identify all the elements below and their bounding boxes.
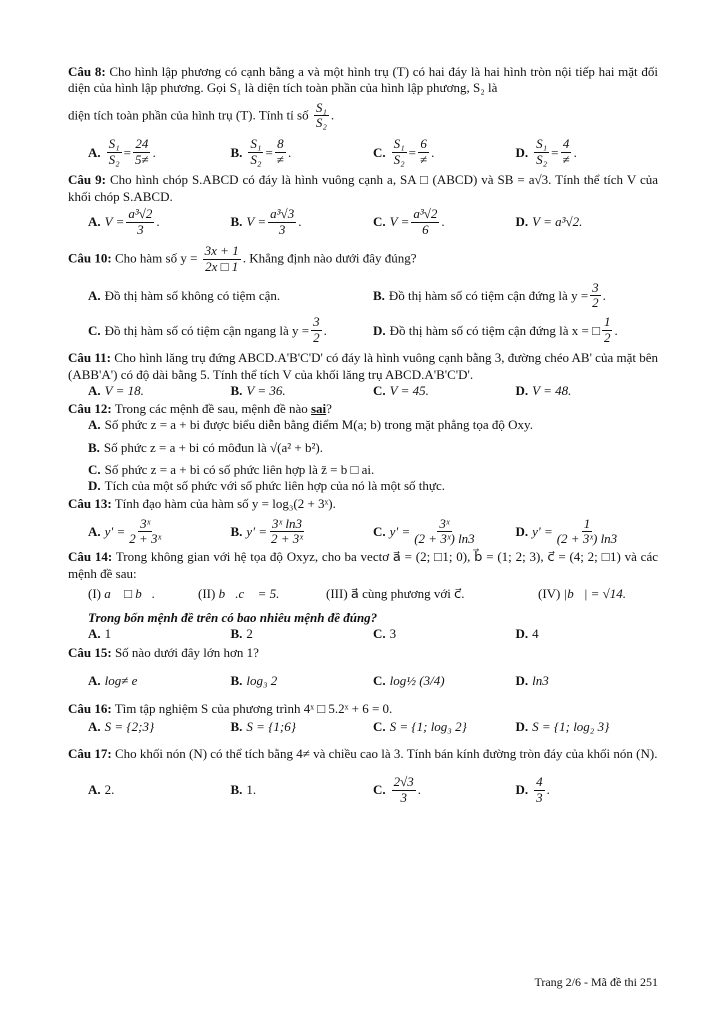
stem-fraction: $\frac{\text{S₁}}{\text{S₂}}$ <box>315 99 327 131</box>
options-row <box>68 281 658 312</box>
option-d[interactable]: D. S = {1; log₂ 3} <box>515 719 610 735</box>
options-row <box>68 137 658 168</box>
question-stem-line-2: diện tích toàn phần của hình trụ (T). Tính tỉ số $\frac{\text{S₁}}{\text{S₂}}$ . <box>68 99 335 131</box>
options-row <box>68 207 658 238</box>
question-stem <box>68 172 658 205</box>
question-11 <box>68 350 658 399</box>
option-c[interactable]: C. V = 45. <box>373 382 429 398</box>
option-d[interactable]: D. V = 48. <box>515 382 572 398</box>
option-c[interactable]: C. log½ (3/4) <box>373 672 445 688</box>
option-c[interactable]: C. Số phức z = a + bi có số phức liên hợp là z̄ = b □ ai. <box>88 461 375 477</box>
option-d[interactable]: D. V = a³√2. <box>515 214 583 230</box>
option-b[interactable]: B. V = $\frac{\text{a³√3}}{3}$ . <box>230 205 302 237</box>
statement-iv: (IV) |b⃗| = √14. <box>538 585 627 601</box>
stem-text: Cho khối nón (N) có thể tích bằng 4≠ và chiều cao là 3. Tính bán kính đường tròn đáy của khối nón (N). <box>114 745 658 761</box>
stem-text: Tìm tập nghiệm S của phương trình 4ˣ □ 5.2ˣ + 6 = 0. <box>114 701 393 717</box>
question-number: Câu 14: <box>68 549 113 565</box>
option-b[interactable]: B. $\frac{\text{S₁}}{\text{S₂}}$ = $\frac{8}{\ne}$ . <box>230 136 292 168</box>
page-footer: Trang 2/6 - Mã đề thi 251 <box>534 975 658 989</box>
stem-text: Tính đạo hàm của hàm số y = log₃(2 + 3ˣ). <box>114 496 336 512</box>
option-a[interactable]: A. Số phức z = a + bi được biểu diễn bằng điểm M(a; b) trong mặt phẳng tọa độ Oxy. <box>88 417 533 433</box>
statement-i: (I) a⃗ □ b⃗. <box>88 585 156 601</box>
option-d[interactable]: D. ln3 <box>515 672 549 688</box>
option-b[interactable]: B. V = 36. <box>230 382 286 398</box>
question-13 <box>68 496 658 547</box>
stem-text: Trong các mệnh đề sau, mệnh đề nào <box>114 401 308 416</box>
option-a[interactable]: A. Đồ thị hàm số không có tiệm cận. <box>88 287 281 303</box>
question-stem <box>68 496 658 512</box>
options-row <box>68 719 658 735</box>
option-a[interactable]: A. y' = $\frac{\text{3ˣ}}{\text{2 + 3ˣ}}$ <box>88 515 162 547</box>
stem-emphasis: sai <box>311 401 327 416</box>
stem-fraction: $\frac{3x + 1}{2x □ 1}$ <box>204 242 239 274</box>
option-d[interactable]: D. $\frac{\text{S₁}}{\text{S₂}}$ = $\frac{4}{\ne}$ . <box>515 136 577 168</box>
option-a[interactable]: A. $\frac{\text{S₁}}{\text{S₂}}$ = $\frac{24}{5\ne}$ . <box>88 136 156 168</box>
options-row <box>68 315 658 346</box>
question-stem <box>68 244 658 275</box>
options-row <box>68 673 658 689</box>
statement-iii: (III) a⃗ cùng phương với c⃗. <box>326 585 465 601</box>
question-8 <box>68 64 658 168</box>
question-12 <box>68 401 658 494</box>
option-a[interactable]: A. S = {2;3} <box>88 719 155 735</box>
sub-question: Trong bốn mệnh đề trên có bao nhiêu mệnh đề đúng? <box>88 610 378 626</box>
stem-text: Cho hình lập phương có cạnh bằng a và một hình trụ (T) có hai đáy là hai hình tròn nội tiếp hai mặt đối diện của hình lập phương. Gọi S₁ là diện tích toàn phần của hình lập phương, S₂ là <box>68 64 658 96</box>
option-c[interactable]: C. V = $\frac{\text{a³√2}}{6}$ . <box>373 205 445 237</box>
question-stem <box>68 549 658 582</box>
question-17 <box>68 742 658 806</box>
stem-text: Cho hình chóp S.ABCD có đáy là hình vuông cạnh a, SA □ (ABCD) và SB = a√3. Tính thể tích V của khối chóp S.ABCD. <box>68 172 658 204</box>
question-16 <box>68 701 658 736</box>
option-a[interactable]: A. V = 18. <box>88 382 144 398</box>
option-c[interactable]: C. Đồ thị hàm số có tiệm cận ngang là y = $\frac{3}{2}$ . <box>88 314 327 346</box>
question-number: Câu 10: <box>68 250 112 266</box>
question-number: Câu 12: <box>68 401 112 416</box>
stem-text: Cho hàm số y = <box>114 250 198 266</box>
statements-row <box>68 586 658 602</box>
options-row <box>68 517 658 548</box>
option-d[interactable]: D. y' = $\frac{1}{\text{(2 + 3ˣ) ln3}}$ <box>515 515 618 547</box>
question-stem <box>68 742 658 765</box>
option-b[interactable]: B. 1. <box>230 782 257 798</box>
question-stem <box>68 64 658 97</box>
question-stem <box>68 645 658 661</box>
option-d[interactable]: D. $\frac{4}{3}$ . <box>515 774 550 805</box>
option-b[interactable]: B. Số phức z = a + bi có môđun là √(a² + b²). <box>88 439 323 455</box>
question-14 <box>68 549 658 642</box>
stem-text: Trong không gian với hệ tọa độ Oxyz, cho ba vectơ a⃗ = (2; □1; 0), b⃗ = (1; 2; 3), c⃗ = (4; 2; □1) và các mệnh đề sau: <box>68 549 658 581</box>
option-b[interactable]: B. S = {1;6} <box>230 719 296 735</box>
option-d[interactable]: D. 4 <box>515 626 539 642</box>
stem-text: Cho hình lăng trụ đứng ABCD.A'B'C'D' có đáy là hình vuông cạnh bằng 3, đường chéo AB' của mặt bên (ABB'A') có độ dài bằng 5. Tính thể tích V của khối lăng trụ ABCD.A'B'C'D'. <box>68 350 659 382</box>
question-number: Câu 16: <box>68 701 112 717</box>
question-number: Câu 17: <box>68 745 112 761</box>
question-15 <box>68 645 658 690</box>
question-10 <box>68 244 658 347</box>
option-a[interactable]: A. V = $\frac{\text{a³√2}}{3}$ . <box>88 205 160 237</box>
question-9 <box>68 172 658 237</box>
option-c[interactable]: C. y' = $\frac{\text{3ˣ}}{\text{(2 + 3ˣ) ln3}}$ <box>373 515 475 547</box>
option-b[interactable]: B. log₃ 2 <box>230 672 278 688</box>
option-d[interactable]: D. Tích của một số phức với số phức liên hợp của nó là một số thực. <box>88 478 445 493</box>
option-c[interactable]: C. $\frac{\text{S₁}}{\text{S₂}}$ = $\frac{6}{\ne}$ . <box>373 136 435 168</box>
options-row <box>68 383 658 399</box>
stem-text: . Khẳng định nào dưới đây đúng? <box>242 250 417 266</box>
question-number: Câu 13: <box>68 496 112 512</box>
option-c[interactable]: C. S = {1; log₃ 2} <box>373 719 467 735</box>
question-number: Câu 8: <box>68 64 106 79</box>
question-stem <box>68 350 658 383</box>
option-b[interactable]: B. y' = $\frac{\text{3ˣ ln3}}{\text{2 + 3ˣ}}$ <box>230 515 303 547</box>
statement-ii: (II) b⃗.c⃗ = 5. <box>198 585 280 601</box>
stem-text: diện tích toàn phần của hình trụ (T). Tính tỉ số <box>68 106 309 122</box>
option-a[interactable]: A. 2. <box>88 782 115 798</box>
question-number: Câu 9: <box>68 172 106 188</box>
options-row <box>68 626 658 642</box>
option-c[interactable]: C. 3 <box>373 626 397 642</box>
stem-text: Số nào dưới đây lớn hơn 1? <box>114 644 259 660</box>
question-number: Câu 11: <box>68 350 111 366</box>
question-number: Câu 15: <box>68 644 112 660</box>
option-b[interactable]: B. Đồ thị hàm số có tiệm cận đứng là y = $\frac{3}{2}$ . <box>373 279 606 311</box>
question-stem <box>68 701 658 717</box>
option-d[interactable]: D. Đồ thị hàm số có tiệm cận đứng là x = □ $\frac{1}{2}$ . <box>373 314 618 346</box>
option-a[interactable]: A. log≠ e <box>88 672 138 688</box>
option-b[interactable]: B. 2 <box>230 626 253 642</box>
options-row <box>68 775 658 806</box>
option-c[interactable]: C. $\frac{2√3}{3}$ . <box>373 774 422 805</box>
question-stem: Câu 12: Trong các mệnh đề sau, mệnh đề nào sai? <box>68 401 332 416</box>
option-a[interactable]: A. 1 <box>88 626 112 642</box>
